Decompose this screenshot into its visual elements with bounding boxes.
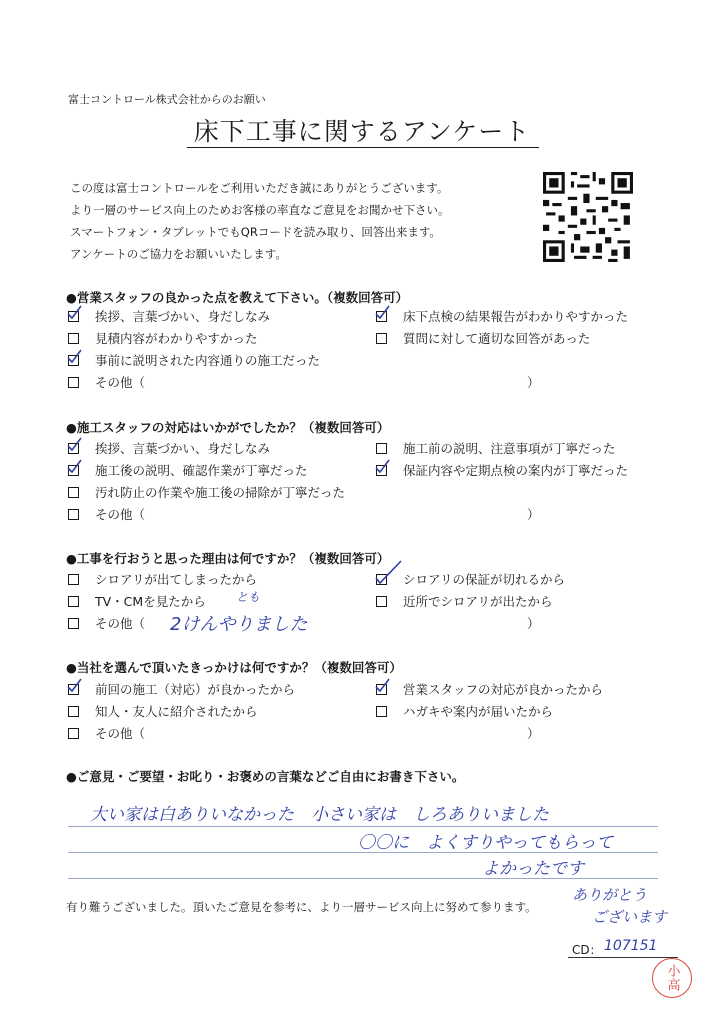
q2-option-other (68, 505, 145, 523)
checkbox[interactable] (68, 728, 79, 739)
checkbox[interactable] (376, 596, 387, 607)
q3-option-other (68, 614, 145, 632)
checkbox[interactable] (68, 487, 79, 498)
option-label: 施工後の説明、確認作業が丁寧だった (95, 463, 308, 478)
intro-line: アンケートのご協力をお願いいたします。 (70, 247, 287, 261)
q1-option-answers (376, 329, 590, 347)
q1-option-report (376, 307, 628, 325)
cd-underline (568, 957, 678, 958)
ruled-line (68, 826, 658, 827)
option-label: 保証内容や定期点検の案内が丁寧だった (403, 463, 629, 478)
checkbox[interactable] (68, 509, 79, 520)
checkbox-checked[interactable] (68, 443, 79, 454)
intro-line: この度は富士コントロールをご利用いただき誠にありがとうございます。 (70, 181, 449, 195)
q4-option-postcard (376, 702, 553, 720)
q1-option-other (68, 373, 145, 391)
intro-line: スマートフォン・タブレットでもQRコードを読み取り、回答出来ます。 (70, 225, 441, 239)
checkbox-checked[interactable] (376, 465, 387, 476)
q2-option-after-explanation (68, 461, 308, 479)
q1-option-greeting (68, 307, 270, 325)
q3-option-termites-appeared (68, 570, 257, 588)
stamp-text: 小高 (664, 964, 680, 992)
q2-option-before-explanation (376, 439, 616, 457)
page-title: 床下工事に関するアンケート (193, 117, 531, 146)
checkbox-checked[interactable] (376, 684, 387, 695)
option-label: 床下点検の結果報告がわかりやすかった (403, 309, 629, 324)
option-label: 質問に対して適切な回答があった (403, 331, 591, 346)
checkbox-checked[interactable] (68, 684, 79, 695)
option-label: 営業スタッフの対応が良かったから (403, 682, 604, 697)
question-5-heading: ●ご意見・ご要望・お叱り・お褒めの言葉などご自由にお書き下さい。 (66, 769, 465, 784)
q1-option-as-explained (68, 351, 320, 369)
checkbox[interactable] (376, 333, 387, 344)
question-3-heading: ●工事を行おうと思った理由は何ですか？（複数回答可） (66, 551, 390, 566)
close-paren: ） (527, 726, 540, 741)
option-label: ハガキや案内が届いたから (403, 704, 554, 719)
q4-option-sales-staff (376, 680, 603, 698)
q2-option-greeting (68, 439, 270, 457)
handwritten-comment-line: 大い家は白ありいなかった 小さい家は しろありいました (90, 805, 549, 825)
option-label: シロアリの保証が切れるから (403, 572, 566, 587)
option-label: その他（ (95, 375, 146, 390)
handwritten-note: とも (236, 590, 261, 604)
option-label: シロアリが出てしまったから (95, 572, 258, 587)
close-paren: ） (527, 507, 540, 522)
handwritten-reply: ありがとう (572, 886, 648, 904)
option-label: 施工前の説明、注意事項が丁寧だった (403, 441, 616, 456)
seal-stamp (652, 958, 692, 998)
option-label: 前回の施工（対応）が良かったから (95, 682, 296, 697)
q4-option-previous-work (68, 680, 295, 698)
option-label: 近所でシロアリが出たから (403, 594, 553, 609)
cd-label: CD： (572, 943, 602, 957)
checkbox-checked[interactable] (376, 311, 387, 322)
handwritten-reply: ございます (592, 908, 668, 926)
checkbox[interactable] (68, 618, 79, 629)
checkbox[interactable] (68, 706, 79, 717)
thanks-message: 有り難うございました。頂いたご意見を参考に、より一層サービス向上に努めて参ります。 (66, 900, 537, 914)
question-2-heading: ●施工スタッフの対応はいかがでしたか？（複数回答可） (66, 420, 390, 435)
option-label: 挨拶、言葉づかい、身だしなみ (95, 309, 271, 324)
option-label: その他（ (95, 616, 146, 631)
q2-option-warranty (376, 461, 628, 479)
option-label: 汚れ防止の作業や施工後の掃除が丁寧だった (95, 485, 346, 500)
intro-line: より一層のサービス向上のためお客様の率直なご意見をお聞かせ下さい。 (70, 203, 450, 217)
option-label: 挨拶、言葉づかい、身だしなみ (95, 441, 271, 456)
q2-option-cleaning (68, 483, 345, 501)
checkbox-checked[interactable] (68, 355, 79, 366)
checkbox[interactable] (68, 574, 79, 585)
checkbox[interactable] (68, 333, 79, 344)
option-label: 事前に説明された内容通りの施工だった (95, 353, 321, 368)
option-label: その他（ (95, 726, 146, 741)
handwritten-comment-line: よかったです (482, 859, 584, 879)
q3-option-neighbor (376, 592, 553, 610)
checkbox-checked[interactable] (68, 311, 79, 322)
q4-option-other (68, 724, 145, 742)
q4-option-referral (68, 702, 258, 720)
title-underline (187, 147, 539, 148)
close-paren: ） (527, 616, 540, 631)
option-label: 知人・友人に紹介されたから (95, 704, 258, 719)
checkbox[interactable] (68, 377, 79, 388)
question-4-heading: ●当社を選んで頂いたきっかけは何ですか？（複数回答可） (66, 660, 402, 675)
requester-line: 富士コントロール株式会社からのお願い (68, 93, 266, 106)
q3-option-warranty-expired (376, 570, 565, 588)
checkbox[interactable] (376, 706, 387, 717)
checkbox[interactable] (376, 443, 387, 454)
q3-option-tv-cm (68, 592, 206, 610)
handwritten-other-answer: 2けんやりました (170, 614, 308, 635)
option-label: その他（ (95, 507, 146, 522)
q1-option-estimate (68, 329, 258, 347)
handwritten-comment-line: 〇〇に よくすりやってもらって (358, 833, 613, 853)
qr-code (543, 172, 633, 262)
close-paren: ） (527, 375, 540, 390)
cd-value: 107151 (604, 938, 658, 954)
checkbox-checked[interactable] (376, 574, 387, 585)
checkbox[interactable] (68, 596, 79, 607)
option-label: 見積内容がわかりやすかった (95, 331, 258, 346)
checkbox-checked[interactable] (68, 465, 79, 476)
question-1-heading: ●営業スタッフの良かった点を教えて下さい。（複数回答可） (66, 290, 409, 305)
option-label: TV・CMを見たから (95, 594, 206, 609)
